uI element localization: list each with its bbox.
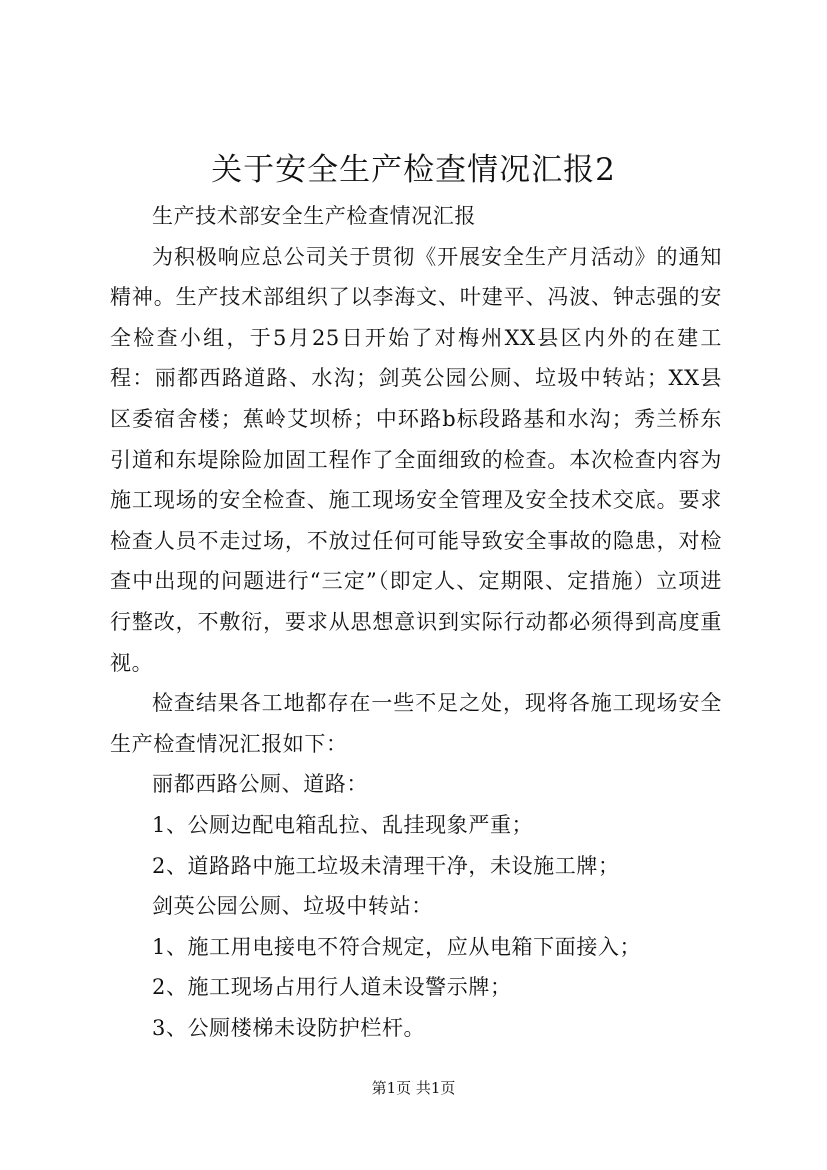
list-item: 1、公厕边配电箱乱拉、乱挂现象严重； <box>152 812 534 837</box>
results-paragraph: 检查结果各工地都存在一些不足之处，现将各施工现场安全生产检查情况汇报如下： <box>110 691 722 756</box>
subtitle-paragraph: 生产技术部安全生产检查情况汇报 <box>152 204 476 228</box>
list-item: 3、公厕楼梯未设防护栏杆。 <box>152 1015 426 1040</box>
page-footer: 第1页 共1页 <box>371 1079 456 1097</box>
section-heading-jianying: 剑英公园公厕、垃圾中转站： <box>152 894 433 919</box>
intro-paragraph: 为积极响应总公司关于贯彻《开展安全生产月活动》的通知精神。生产技术部组织了以李海文、叶建平、冯波、钟志强的安全检查小组，于5月25日开始了对梅州XX县区内外的在建工程：丽都西路道路、水沟；剑英公园公厕、垃圾中转站；XX县区委宿舍楼；蕉岭艾坝桥；中环路b标段路基和水沟；秀兰桥东引道和东堤除险加固工程作了全面细致的检查。本次检查内容为施工现场的安全检查、施工现场安全管理及安全技术交底。要求检查人员不走过场，不放过任何可能导致安全事故的隐患，对检查中出现的问题进行“三定”（即定人、定期限、定措施）立项进行整改，不敷衍，要求从思想意识到实际行动都必须得到高度重视。 <box>110 244 722 675</box>
document-title: 关于安全生产检查情况汇报2 <box>211 152 616 188</box>
list-item: 2、道路路中施工垃圾未清理干净，未设施工牌； <box>152 853 620 878</box>
section-heading-lidu: 丽都西路公厕、道路： <box>152 772 368 797</box>
list-item: 2、施工现场占用行人道未设警示牌； <box>152 975 512 1000</box>
document-body <box>110 196 722 1048</box>
list-item: 1、施工用电接电不符合规定，应从电箱下面接入； <box>152 934 642 959</box>
